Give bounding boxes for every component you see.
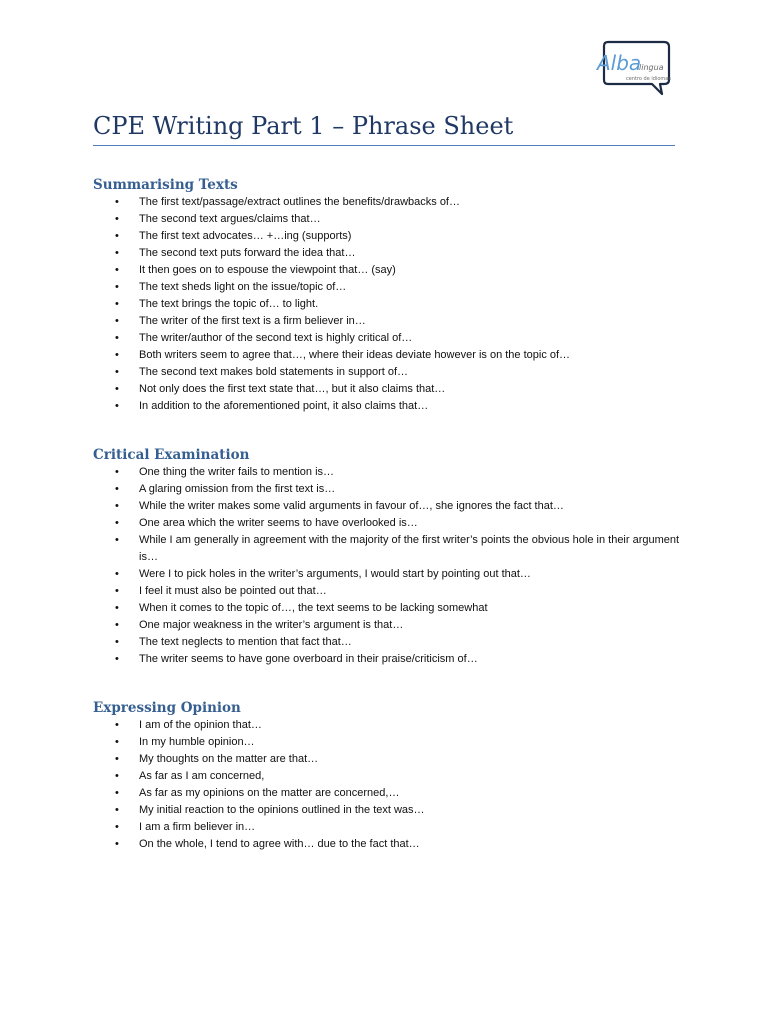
list-item: • I am of the opinion that… xyxy=(93,717,693,734)
section-heading: Critical Examination xyxy=(93,447,250,463)
logo-tagline-text: centro de idiomas xyxy=(626,76,671,82)
section-summarising-texts xyxy=(93,176,693,415)
list-item: • While the writer makes some valid arguments in favour of…, she ignores the fact that… xyxy=(93,498,693,515)
list-item: • As far as my opinions on the matter are concerned,… xyxy=(93,785,693,802)
alba-lingua-logo xyxy=(594,40,676,98)
list-item: • I am a firm believer in… xyxy=(93,819,693,836)
page-title: CPE Writing Part 1 – Phrase Sheet xyxy=(93,112,514,140)
list-item: • My initial reaction to the opinions outlined in the text was… xyxy=(93,802,693,819)
list-item: • When it comes to the topic of…, the text seems to be lacking somewhat xyxy=(93,600,693,617)
list-item: • The second text makes bold statements in support of… xyxy=(93,364,693,381)
list-item: • The writer/author of the second text is highly critical of… xyxy=(93,330,693,347)
section-expressing-opinion xyxy=(93,699,693,853)
list-item: • The first text/passage/extract outlines the benefits/drawbacks of… xyxy=(93,194,693,211)
list-item: • In addition to the aforementioned point, it also claims that… xyxy=(93,398,693,415)
list-item: • One area which the writer seems to have overlooked is… xyxy=(93,515,693,532)
list-item: • As far as I am concerned, xyxy=(93,768,693,785)
list-item: • It then goes on to espouse the viewpoint that… (say) xyxy=(93,262,693,279)
section-heading: Expressing Opinion xyxy=(93,700,241,716)
list-item: • Both writers seem to agree that…, where their ideas deviate however is on the topic of… xyxy=(93,347,693,364)
speech-bubble-logo-icon xyxy=(594,40,676,98)
list-item: • The second text puts forward the idea that… xyxy=(93,245,693,262)
phrase-list xyxy=(93,717,693,853)
list-item: • The writer seems to have gone overboard in their praise/criticism of… xyxy=(93,651,693,668)
list-item: • The text neglects to mention that fact that… xyxy=(93,634,693,651)
section-critical-examination xyxy=(93,446,693,668)
list-item: • While I am generally in agreement with the majority of the first writer’s points the obvious hole in their argument is… xyxy=(93,532,693,566)
list-item: • The text brings the topic of… to light. xyxy=(93,296,693,313)
list-item: • My thoughts on the matter are that… xyxy=(93,751,693,768)
logo-alba-text: Alba xyxy=(597,51,642,75)
list-item: • The text sheds light on the issue/topic of… xyxy=(93,279,693,296)
logo-lingua-text: lingua xyxy=(639,63,664,72)
list-item: • On the whole, I tend to agree with… due to the fact that… xyxy=(93,836,693,853)
list-item: • One thing the writer fails to mention is… xyxy=(93,464,693,481)
phrase-list xyxy=(93,464,693,668)
title-divider xyxy=(93,145,675,146)
list-item: • Were I to pick holes in the writer’s arguments, I would start by pointing out that… xyxy=(93,566,693,583)
list-item: • One major weakness in the writer’s argument is that… xyxy=(93,617,693,634)
list-item: • The second text argues/claims that… xyxy=(93,211,693,228)
phrase-list xyxy=(93,194,693,415)
list-item: • In my humble opinion… xyxy=(93,734,693,751)
list-item: • The writer of the first text is a firm believer in… xyxy=(93,313,693,330)
section-heading: Summarising Texts xyxy=(93,177,238,193)
list-item: • I feel it must also be pointed out that… xyxy=(93,583,693,600)
list-item: • The first text advocates… +…ing (supports) xyxy=(93,228,693,245)
list-item: • A glaring omission from the first text is… xyxy=(93,481,693,498)
list-item: • Not only does the first text state that…, but it also claims that… xyxy=(93,381,693,398)
